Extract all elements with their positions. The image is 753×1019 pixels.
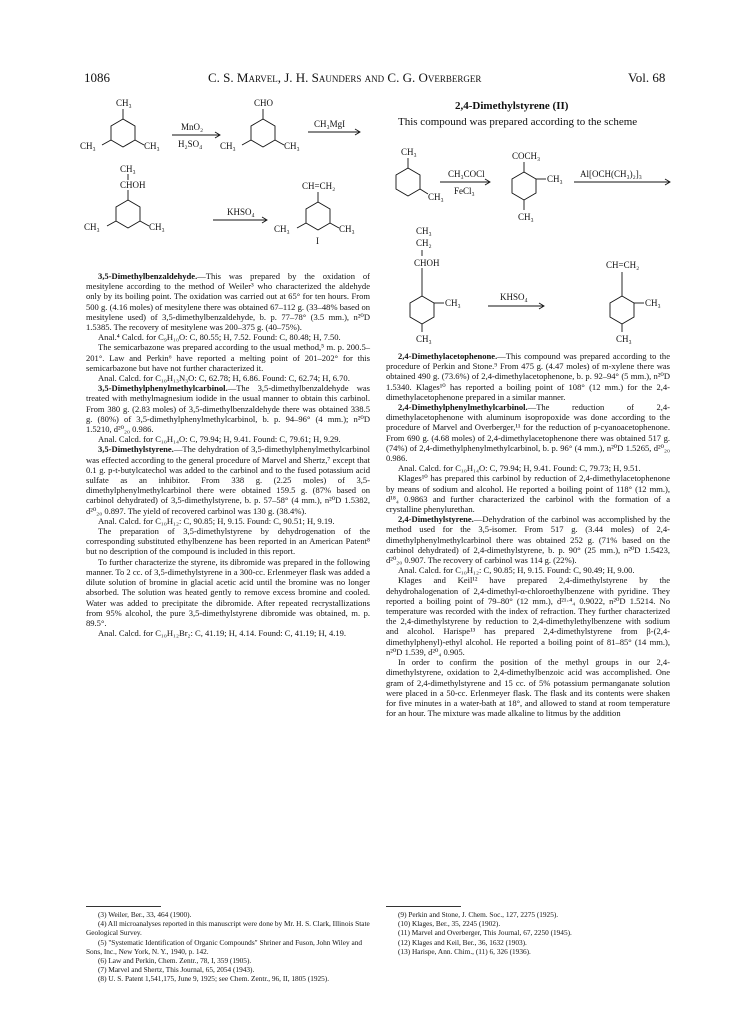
reagent-khso4: KHSO₄: [227, 207, 255, 217]
sty2-ch3-para: CH₃: [616, 334, 632, 344]
mes-ch3-top: CH₃: [116, 98, 132, 108]
running-authors: C. S. Marvel, J. H. Saunders and C. G. Overberger: [208, 70, 482, 85]
scheme-intro: This compound was prepared according to the scheme: [398, 116, 638, 128]
footnote-11: (11) Marvel and Overberger, This Journal, 67, 2250 (1945).: [398, 928, 572, 938]
anal-carbinol: Anal. Calcd. for C₁₀H₁₄O: C, 79.94; H, 9.41. Found: C, 79.61; H, 9.29.: [98, 434, 341, 445]
reagent-khso4-2: KHSO₄: [500, 292, 528, 302]
carb-choh: CHOH: [120, 180, 146, 190]
footnote-rule-right: [386, 906, 461, 907]
heading-3-5-styrene: 3,5-Dimethylstyrene.: [98, 444, 174, 455]
mes-ch3-left: CH₃: [80, 141, 96, 151]
anal-dibromide: Anal. Calcd. for C₁₀H₁₂Br₂: C, 41.19; H, 4.14. Found: C, 41.19; H, 4.19.: [98, 628, 347, 639]
heading-2-4-carbinol: 2,4-Dimethylphenylmethylcarbinol.: [398, 402, 528, 413]
para-styrene: —The dehydration of 3,5-dimethylphenylmethylcarbinol was effected according to the general procedure of Marvel and Shertz,⁷ except that 0.1 g. p-t-butylcatechol was added to the carbinol and to the fused potassium acid sulfate as an inhibitor. From 338 g. (2.25 moles) of 3,5-dimethylphenylmethylcarbinol there were obtained 159.5 g. (87% based on carbinol dehydrated) of 3,5-dimethylstyrene, b. p. 57–58° (4 mm.), n²⁰D 1.5382, d²⁰₂₀ 0.897. The yield of recovered carbinol was 130 g. (38.4%).: [86, 444, 370, 516]
para-oxidation: In order to confirm the position of the methyl groups in our 2,4-dimethylstyrene, oxidation to 2,4-dimethylbenzoic acid was accomplished. One gram of 2,4-dimethylstyrene and 15 cc. of 5% potassium permanganate solution were placed in a 50-cc. Erlenmeyer flask. The flask and its contents were shaken for five minutes in a water-bath at 18°, and allowed to stand at room temperature for an hour. The mixture was made alkaline to litmus by the addition: [386, 657, 670, 719]
heading-3-5-carbinol: 3,5-Dimethylphenylmethylcarbinol.: [98, 383, 228, 394]
page-number: 1086: [84, 70, 110, 85]
reagent-h2so4: H₂SO₄: [178, 139, 203, 149]
carb-ch3-right: CH₃: [149, 222, 165, 232]
scheme-3-5-dimethylstyrene: [80, 92, 380, 272]
carb-ch2: CH₂: [416, 238, 432, 248]
footnote-3: (3) Weiler, Ber., 33, 464 (1900).: [98, 910, 192, 919]
sty-ch3-right: CH₃: [339, 224, 355, 234]
left-column: [86, 271, 370, 638]
para-2-4-carbinol: —The reduction of 2,4-dimethylacetophenone with aluminum isopropoxide was done according to the procedure of Marvel and Overberger,¹¹ for the reduction of p-cyanoacetophenone. From 690 g. (4.68 moles) of 2,4-dimethylacetophenone there was obtained 517 g. (74%) of 2,4-dimethylphenylmethylcarbinol, b. p. 96° (4 mm.), n²⁰D 1.5265, d²⁰₂₀ 0.986.: [386, 402, 670, 464]
footnotes-left: [86, 910, 370, 984]
heading-3-5-dimethylbenzaldehyde: 3,5-Dimethylbenzaldehyde.: [98, 271, 198, 281]
para-aldehyde: —This was prepared by the oxidation of mesitylene according to the method of Weiler³ who characterized the aldehyde only by its boiling point. The oxidation was carried out at 65° for ten hours. From 500 g. (4.16 moles) of mesitylene there was obtained 67–112 g. (33–48% based on mesitylene used) of 3,5-dimethylbenzaldehyde, b. p. 77–78° (3.5 mm.), n²⁰D 1.5385. The recovery of mesitylene was 200–375 g. (40–75%).: [86, 271, 370, 333]
carb-ch3-para: CH₃: [416, 334, 432, 344]
footnote-4: (4) All microanalyses reported in this manuscript were done by Mr. H. S. Clark, Illinois State Geological Survey.: [86, 919, 370, 938]
carb-ch3-ortho: CH₃: [445, 298, 461, 308]
carb-choh: CHOH: [414, 258, 440, 268]
sty-vinyl: CH=CH₂: [302, 181, 336, 191]
carb-ch3: CH₃: [120, 164, 136, 174]
footnote-10: (10) Klages, Ber., 35, 2245 (1902).: [398, 919, 501, 929]
xyl-ch3-ring: CH₃: [428, 192, 444, 202]
sty2-ch3-ortho: CH₃: [645, 298, 661, 308]
reagent-al-isopropoxide: Al[OCH(CH₃)₂]₃: [580, 169, 642, 179]
ald-ch3-left: CH₃: [220, 141, 236, 151]
para-2-4-styrene: —Dehydration of the carbinol was accomplished by the method used for the 3,5-isomer. From 517 g. (3.44 moles) of 2,4-dimethylphenylmethylcarbinol there was obtained 252 g. (71% based on the carbinol dehydrated) of 2,4-dimethylstyrene, b. p. 90° (25 mm.), n²⁰D 1.5423, d²⁰₂₀ 0.907. The recovery of carbinol was 114 g. (22%).: [386, 514, 670, 566]
reagent-ch3cocl: CH₃COCl: [448, 169, 485, 179]
aceto-coch3: COCH₃: [512, 151, 541, 161]
section-title-2-4-dimethylstyrene: 2,4-Dimethylstyrene (II): [455, 100, 569, 112]
reagent-ch3mgi: CH₃MgI: [314, 119, 346, 129]
anal-styrene: Anal. Calcd. for C₁₀H₁₂: C, 90.85; H, 9.15. Found: C, 90.51; H, 9.19.: [98, 515, 335, 526]
compound-label-I: I: [316, 236, 319, 246]
right-column: [386, 351, 670, 718]
reagent-fecl3: FeCl₃: [454, 186, 475, 196]
footnote-13: (13) Harispe, Ann. Chim., (11) 6, 326 (1936).: [398, 946, 531, 956]
reagent-mno2: MnO₂: [181, 122, 204, 132]
carb-ch3-top: CH₃: [416, 226, 432, 236]
sty2-vinyl: CH=CH₂: [606, 260, 640, 270]
footnote-9: (9) Perkin and Stone, J. Chem. Soc., 127, 2275 (1925).: [398, 910, 559, 919]
anal-2-4-styrene: Anal. Calcd. for C₁₀H₁₂: C, 90.85; H, 9.15. Found: C, 90.49; H, 9.00.: [398, 565, 635, 576]
anal-2-4-carbinol: Anal. Calcd. for C₁₀H₁₄O: C, 79.94; H, 9.41. Found: C, 79.73; H, 9.51.: [398, 463, 641, 474]
para-semicarbazone: The semicarbazone was prepared according to the usual method,⁵ m. p. 200.5–201°. Law and Perkin⁶ have reported a melting point of 201–202° for this semicarbazone but have not further characterized it.: [86, 342, 370, 373]
footnote-8: (8) U. S. Patent 1,541,175, June 9, 1925; see Chem. Zentr., 96, II, 1805 (1925).: [98, 974, 330, 984]
footnote-7: (7) Marvel and Shertz, This Journal, 65, 2054 (1943).: [98, 965, 255, 975]
footnotes-right: [386, 910, 670, 956]
anal-aldehyde: Anal.⁴ Calcd. for C₉H₁₀O: C, 80.55; H, 7.52. Found: C, 80.48; H, 7.50.: [98, 332, 341, 343]
heading-2-4-styrene: 2,4-Dimethylstyrene.: [398, 514, 474, 525]
xyl-ch3-top: CH₃: [401, 147, 417, 157]
ald-cho: CHO: [254, 98, 274, 108]
footnote-5: (5) "Systematic Identification of Organic Compounds" Shriner and Fuson, John Wiley and Sons, Inc., New York, N. Y., 1940, p. 142.: [86, 937, 362, 956]
para-klages-keil: Klages and Keil¹² have prepared 2,4-dimethylstyrene by the dehydrohalogenation of 2,4-dimethyl-α-chloroethylbenzene with pyridine. They reported a boiling point of 79–80° (12 mm.), d²¹·⁴₄ 0.9022, n²⁰D 1.5214. No temperature was recorded with the index of refraction. They further characterized the 2,4-dimethylstyrene by reduction to 2,4-dimethylethylbenzene with sodium and alcohol. Harispe¹³ has prepared 2,4-dimethylstyrene from β-(2,4-dimethylphenyl)-ethyl alcohol. He reported a boiling point of 81–85° (14 mm.), n²⁰D 1.539, d²⁰₄ 0.905.: [386, 575, 670, 657]
anal-semicarbazone: Anal. Calcd. for C₁₀H₁₃N₃O: C, 62.78; H, 6.86. Found: C, 62.74; H, 6.70.: [98, 373, 350, 384]
mes-ch3-right: CH₃: [144, 141, 160, 151]
footnote-6: (6) Law and Perkin, Chem. Zentr., 78, I, 359 (1905).: [98, 956, 252, 966]
para-acetophenone: —This compound was prepared according to the procedure of Perkin and Stone.⁹ From 475 g. (4.47 moles) of m-xylene there was obtained 490 g. (73.6%) of 2,4-dimethylacetophenone, b. p. 92–94° (5 mm.), n²⁰D 1.5340. Klages¹⁰ has reported a boiling point of 108° (12 mm.) for the 2,4-dimethylacetophenone prepared in a similar manner.: [386, 351, 670, 402]
footnote-rule-left: [86, 906, 161, 907]
para-dibromide: To further characterize the styrene, its dibromide was prepared in the following manner. To 2 cc. of 3,5-dimethylstyrene in a 300-cc. Erlenmeyer flask was added a dilute solution of bromine in glacial acetic acid until the bromine was no longer absorbed. The solution was heated gently to remove excess bromine and cooled. Water was added to precipitate the dibromide. After repeated recrystallizations from 95% alcohol, the pure 3,5-dimethylstyrene dibromide was obtained, m. p. 89.5°.: [86, 556, 370, 628]
sty-ch3-left: CH₃: [274, 224, 290, 234]
scheme-2-4-dimethylstyrene: [384, 146, 674, 346]
aceto-ch3-ortho: CH₃: [547, 174, 563, 184]
para-klages-carbinol: Klages¹⁰ has prepared this carbinol by reduction of 2,4-dimethylacetophenone by means of sodium and alcohol. He reported a boiling point of 118° (12 mm.), d¹⁸₄ 0.9863 and further characterized the carbinol with the formation of a crystalline phenylurethan.: [386, 473, 670, 515]
footnote-12: (12) Klages and Keil, Ber., 36, 1632 (1903).: [398, 937, 527, 947]
para-patent: The preparation of 3,5-dimethylstyrene by dehydrogenation of the corresponding substituted ethylbenzene has been reported in an American Patent⁸ but no description of the compound is included in this report.: [86, 526, 370, 557]
para-carbinol: —The 3,5-dimethylbenzaldehyde was treated with methylmagnesium iodide in the usual manner to obtain this carbinol. From 380 g. (2.83 moles) of 3,5-dimethylbenzaldehyde there was obtained 338.5 g. (80%) of 3,5-dimethylphenylmethylcarbinol, b. p. 94–96° (4 mm.); n²⁰D 1.5210, d²⁰₂₀ 0.986.: [86, 383, 370, 435]
volume-number: Vol. 68: [628, 70, 666, 85]
carb-ch3-left: CH₃: [84, 222, 100, 232]
heading-2-4-acetophenone: 2,4-Dimethylacetophenone.: [398, 351, 498, 361]
ald-ch3-right: CH₃: [284, 141, 300, 151]
aceto-ch3-para: CH₃: [518, 212, 534, 222]
